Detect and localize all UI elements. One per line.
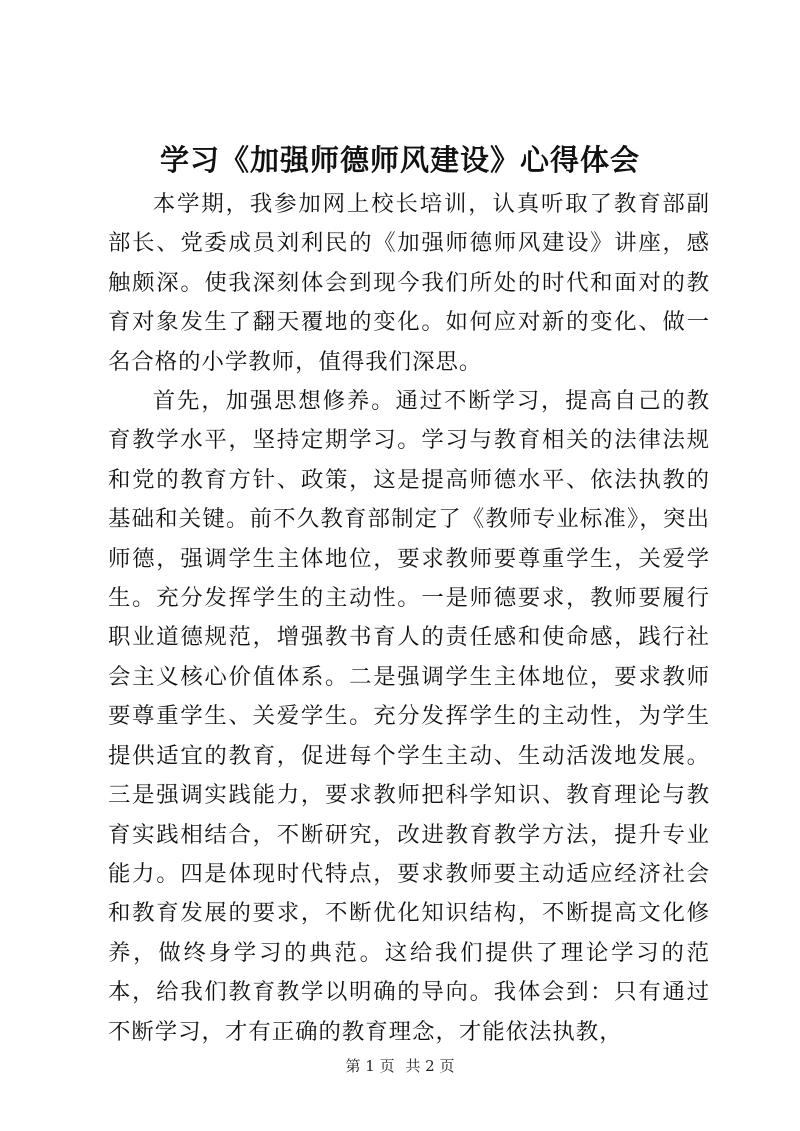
- page-footer: [0, 1056, 800, 1076]
- document-body: [108, 185, 710, 1052]
- paragraph-1: 本学期，我参加网上校长培训，认真听取了教育部副部长、党委成员刘利民的《加强师德师风建设》讲座，感触颇深。使我深刻体会到现今我们所处的时代和面对的教育对象发生了翻天覆地的变化。如何应对新的变化、做一名合格的小学教师，值得我们深思。: [108, 191, 710, 375]
- paragraph-2: 首先，加强思想修养。通过不断学习，提高自己的教育教学水平，坚持定期学习。学习与教育相关的法律法规和党的教育方针、政策，这是提高师德水平、依法执教的基础和关键。前不久教育部制定了《教师专业标准》，突出师德，强调学生主体地位，要求教师要尊重学生，关爱学生。充分发挥学生的主动性。一是师德要求，教师要履行职业道德规范，增强教书育人的责任感和使命感，践行社会主义核心价值体系。二是强调学生主体地位，要求教师要尊重学生、关爱学生。充分发挥学生的主动性，为学生提供适宜的教育，促进每个学生主动、生动活泼地发展。三是强调实践能力，要求教师把科学知识、教育理论与教育实践相结合，不断研究，改进教育教学方法，提升专业能力。四是体现时代特点，要求教师要主动适应经济社会和教育发展的要求，不断优化知识结构，不断提高文化修养，做终身学习的典范。这给我们提供了理论学习的范本，给我们教育教学以明确的导向。我体会到：只有通过不断学习，才有正确的教育理念，才能依法执教，: [108, 388, 710, 1045]
- page-number: 第 1 页: [345, 1057, 395, 1075]
- document-title: 学习《加强师德师风建设》心得体会: [159, 143, 640, 177]
- page-total: 共 2 页: [405, 1057, 455, 1075]
